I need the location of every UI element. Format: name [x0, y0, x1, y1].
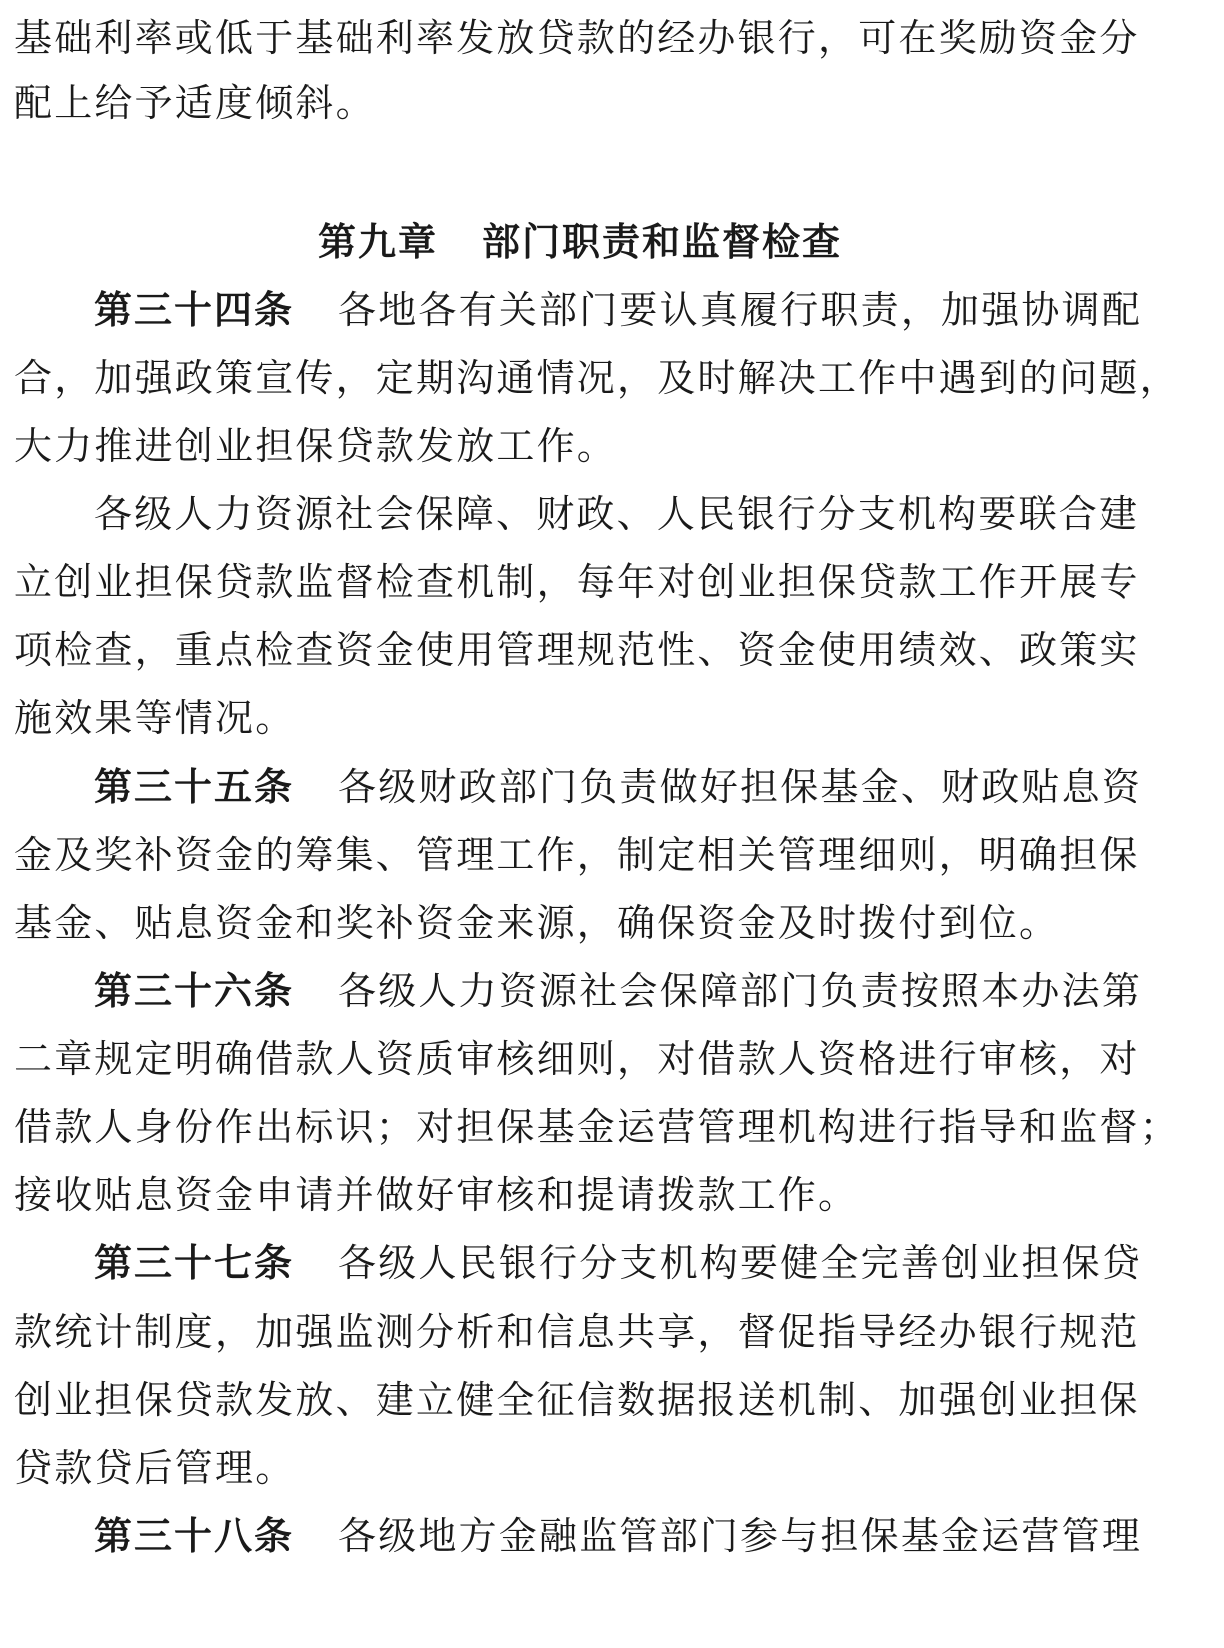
article-34-first-line	[94, 280, 1142, 340]
text: 各级地方金融监管部门参与担保基金运营管理	[338, 1514, 1143, 1558]
text-line	[14, 348, 1180, 408]
text-line	[14, 688, 295, 748]
text: 接收贴息资金申请并做好审核和提请拨款工作。	[14, 1173, 859, 1217]
text: 项检查，重点检查资金使用管理规范性、资金使用绩效、政策实	[14, 628, 1140, 672]
text: 合，加强政策宣传，定期沟通情况，及时解决工作中遇到的问题，	[14, 356, 1180, 400]
text: 各地各有关部门要认真履行职责，加强协调配	[338, 288, 1143, 332]
chapter-number: 第九章	[317, 220, 438, 264]
article-37-first-line	[94, 1233, 1142, 1293]
text-line	[14, 1097, 1180, 1157]
text: 各级人力资源社会保障部门负责按照本办法第	[338, 969, 1143, 1013]
text: 立创业担保贷款监督检查机制，每年对创业担保贷款工作开展专	[14, 560, 1140, 604]
text-line	[14, 1370, 1140, 1430]
article-title: 第三十五条	[94, 765, 295, 809]
text: 创业担保贷款发放、建立健全征信数据报送机制、加强创业担保	[14, 1378, 1140, 1422]
article-title: 第三十六条	[94, 969, 295, 1013]
text-line	[14, 552, 1140, 612]
text-line	[14, 825, 1140, 885]
text: 款统计制度，加强监测分析和信息共享，督促指导经办银行规范	[14, 1310, 1140, 1354]
text: 借款人身份作出标识；对担保基金运营管理机构进行指导和监督；	[14, 1105, 1180, 1149]
text: 基础利率或低于基础利率发放贷款的经办银行，可在奖励资金分	[14, 16, 1140, 60]
article-36-first-line	[94, 961, 1142, 1021]
article-title: 第三十四条	[94, 288, 295, 332]
paragraph-first-line	[94, 484, 1139, 544]
article-35-first-line	[94, 757, 1142, 817]
chapter-name: 部门职责和监督检查	[482, 220, 843, 264]
text: 施效果等情况。	[14, 696, 296, 740]
text-line	[14, 73, 376, 133]
text: 配上给予适度倾斜。	[14, 81, 376, 125]
text: 二章规定明确借款人资质审核细则，对借款人资格进行审核，对	[14, 1037, 1140, 1081]
text-line	[14, 8, 1140, 68]
text: 各级人民银行分支机构要健全完善创业担保贷	[338, 1241, 1143, 1285]
article-title: 第三十七条	[94, 1241, 295, 1285]
article-38-first-line	[94, 1506, 1142, 1566]
text-line	[14, 1029, 1140, 1089]
chapter-heading	[0, 212, 1160, 272]
text: 各级人力资源社会保障、财政、人民银行分支机构要联合建	[94, 492, 1140, 536]
text: 贷款贷后管理。	[14, 1446, 296, 1490]
text: 各级财政部门负责做好担保基金、财政贴息资	[338, 765, 1143, 809]
text-line	[14, 1438, 295, 1498]
text-line	[14, 1165, 858, 1225]
text-line	[14, 1302, 1140, 1362]
text: 基金、贴息资金和奖补资金来源，确保资金及时拨付到位。	[14, 901, 1060, 945]
article-title: 第三十八条	[94, 1514, 295, 1558]
text: 大力推进创业担保贷款发放工作。	[14, 424, 618, 468]
text-line	[14, 620, 1140, 680]
text-line	[14, 893, 1059, 953]
text: 金及奖补资金的筹集、管理工作，制定相关管理细则，明确担保	[14, 833, 1140, 877]
text-line	[14, 416, 617, 476]
